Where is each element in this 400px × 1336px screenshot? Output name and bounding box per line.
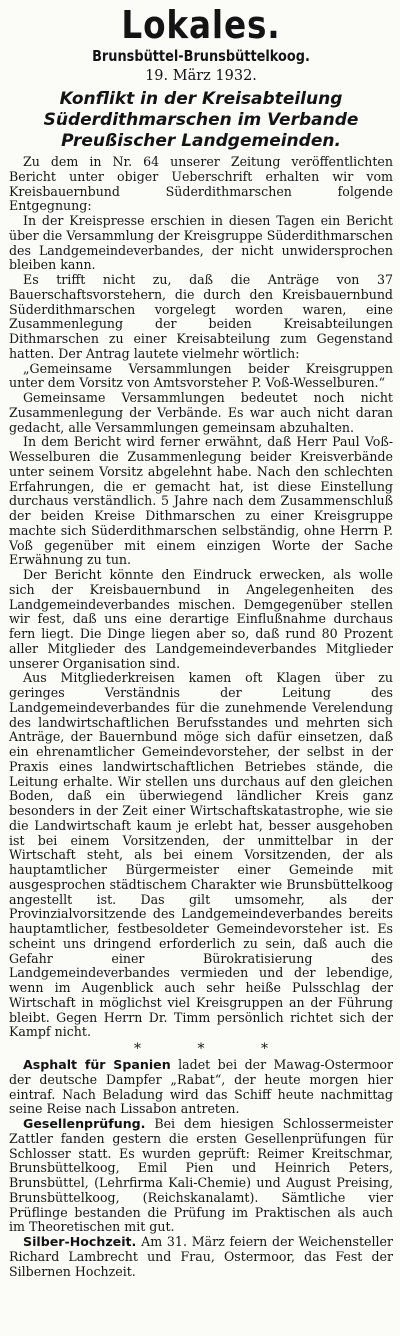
article-paragraph: In dem Bericht wird ferner erwähnt, daß Herr Paul Voß-Wesselburen die Zusammenlegung beider Kreisverbände unter seinem Vorsitz abgelehnt habe. Nach den schlechten Erfahrungen, die er gemacht hat, ist diese Einstellung durchaus verständlich. 5 Jahre nach dem Zusammenschluß der beiden Kreise Dithmarschen zu einer Kreisgruppe machte sich Süderdithmarschen selbständig, ohne Herrn P. Voß gegenüber mit einem einzigen Worte der Sache Erwähnung zu tun. xyxy=(9,434,393,568)
article-paragraph: Es trifft nicht zu, daß die Anträge von 37 Bauerschaftsvorstehern, die durch den Kreisbauernbund Süderdithmarschen vorgelegt worden waren, eine Zusammenlegung der beiden Kreisabteilungen Dithmarschen zu einer Kreisabteilung zum Gegenstand hatten. Der Antrag lautete vielmehr wörtlich: xyxy=(9,272,393,361)
brief-text: Bei dem hiesigen Schlossermeister Zattler fanden gestern die ersten Gesellenprüfungen für Schlosser statt. Es wurden geprüft: Reimer Kreitschmar, Brunsbüttelkoog, Emil Pien und Heinrich Peters, Brunsbüttel, (Lehrfirma Kali-Chemie) und August Preising, Brunsbüttelkoog, (Reichskanalamt). Sämtliche vier Prüflinge bestanden die Prüfung im Praktischen als auch im Theoretischen mit gut. xyxy=(9,1116,393,1235)
brief-keyword: Silber-Hochzeit. xyxy=(23,1234,137,1249)
article-paragraph: Gemeinsame Versammlungen bedeutet noch nicht Zusammenlegung der Verbände. Es war auch nicht daran gedacht, alle Versammlungen gemeinsam abzuhalten. xyxy=(9,390,393,435)
news-brief xyxy=(9,1058,393,1117)
article-headline: Konflikt in der Kreisabteilung Süderdithmarschen im Verbande Preußischer Landgemeinden. xyxy=(43,89,359,151)
article-paragraph: Zu dem in Nr. 64 unserer Zeitung veröffentlichten Bericht unter obiger Ueberschrift erhalten wir vom Kreisbauernbund Süderdithmarschen folgende Entgegnung: xyxy=(9,154,393,214)
brief-text: Am 31. März feiern der Weichensteller Richard Lambrecht und Frau, Ostermoor, das Fest der Silbernen Hochzeit. xyxy=(9,1234,393,1279)
brief-keyword: Asphalt für Spanien xyxy=(23,1057,171,1072)
locality-heading: Brunsbüttel-Brunsbüttelkoog. xyxy=(92,47,310,65)
article-paragraph: Der Bericht könnte den Eindruck erwecken, als wolle sich der Kreisbauernbund in Angelegenheiten des Landgemeindeverbandes mischen. Demgegenüber stellen wir fest, daß uns eine derartige Einflußnahme durchaus fern liegt. Die Dinge liegen aber so, daß rund 80 Prozent aller Mitglieder des Landgemeindeverbandes Mitglieder unserer Organisation sind. xyxy=(9,567,393,671)
article-paragraph: In der Kreispresse erschien in diesen Tagen ein Bericht über die Versammlung der Kreisgruppe Süderdithmarschen des Landgemeindeverbandes, der nicht unwidersprochen bleiben kann. xyxy=(9,213,393,273)
section-masthead: Lokales. xyxy=(121,3,281,47)
article-body xyxy=(9,155,393,1040)
article-paragraph: Aus Mitgliederkreisen kamen oft Klagen über zu geringes Verständnis der Leitung des Landgemeindeverbandes für die zunehmende Verelendung des landwirtschaftlichen Berufsstandes und mehrten sich Anträge, der Bauernbund möge sich dafür einsetzen, daß ein ehrenamtlicher Gemeindevorsteher, der selbst in der Praxis eines landwirtschaftlichen Betriebes stände, die Leitung erhalte. Wir stellen uns durchaus auf den gleichen Boden, daß ein überwiegend ländlicher Kreis ganz besonders in der Zeit einer Wirtschaftskatastrophe, wie sie die Landwirtschaft kaum je erlebt hat, besser ausgehoben ist bei einem Vorsitzenden, der unmittelbar in der Wirtschaft steht, als bei einem Vorsitzenden, der als hauptamtlicher Bürgermeister einer Gemeinde mit ausgesprochen städtischem Charakter wie Brunsbüttelkoog angestellt ist. Das gilt umsomehr, als der Provinzialvorsitzende des Landgemeindeverbandes bereits hauptamtlicher, festbesoldeter Gemeindevorsteher ist. Es scheint uns dringend erforderlich zu sein, daß auch die Gefahr einer Bürokratisierung des Landgemeindeverbandes vermieden und der lebendige, wenn im Augenblick auch sehr heiße Pulsschlag der Wirtschaft in möglichst viel Kreisgruppen an der Führung bleibt. Gegen Herrn Dr. Timm persönlich richtet sich der Kampf nicht. xyxy=(9,670,393,1040)
news-brief xyxy=(9,1117,393,1235)
brief-keyword: Gesellenprüfung. xyxy=(23,1116,146,1131)
dateline: 19. März 1932. xyxy=(145,68,257,84)
news-brief xyxy=(9,1235,393,1279)
article-paragraph: „Gemeinsame Versammlungen beider Kreisgruppen unter dem Vorsitz von Amtsvorsteher P. Voß-Wesselburen.“ xyxy=(9,360,393,391)
brief-text: ladet bei der Mawag-Ostermoor der deutsche Dampfer „Rabat“, der heute morgen hier eintraf. Nach Beladung wird das Schiff heute nachmittag seine Reise nach Lissabon antreten. xyxy=(9,1057,393,1117)
section-separator: * * * xyxy=(134,1041,294,1057)
